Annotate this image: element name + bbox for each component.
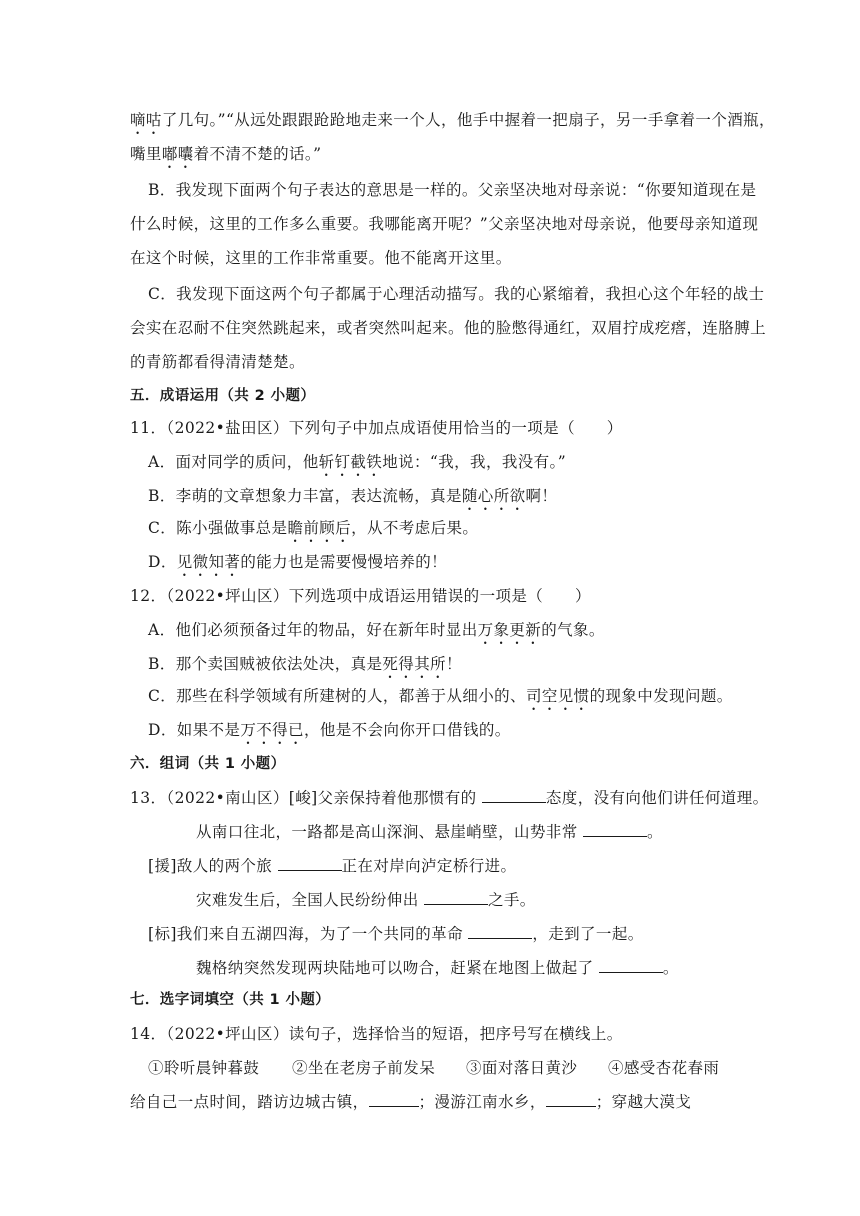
emphasized-word: 嘀咕 [130,111,162,129]
emphasized-idiom: 司空见惯 [525,687,590,705]
q13-line1: 13．（2022•南山区）[峻]父亲保持着他那惯有的 态度，没有向他们讲任何道理。 [130,789,769,807]
q12-option-d: D．如果不是万不得已，他是不会向你开口借钱的。 [148,721,511,739]
emphasized-idiom: 瞻前顾后 [287,519,352,537]
emphasized-idiom: 万象更新 [477,621,542,639]
q10-option-c-line3: 的青筋都看得清清楚楚。 [130,353,305,371]
q14-option-2: ②坐在老房子前发呆 [292,1059,436,1077]
q11-option-a: A．面对同学的质问，他斩钉截铁地说：“我，我，我没有。” [148,453,567,471]
q13-line3: [援]敌人的两个旅 正在对岸向泸定桥行进。 [148,857,517,875]
q10-option-b-line3: 在这个时候，这里的工作非常重要。他不能离开这里。 [130,249,512,267]
emphasized-idiom: 万不得已 [240,721,304,739]
q14-stem: 14．（2022•坪山区）读句子，选择恰当的短语，把序号写在横线上。 [130,1025,623,1043]
q13-line6: 魏格纳突然发现两块陆地可以吻合，赶紧在地图上做起了 。 [196,959,679,977]
q12-option-b: B．那个卖国贼被依法处决，真是死得其所！ [148,655,462,673]
q12-option-c: C．那些在科学领域有所建树的人，都善于从细小的、司空见惯的现象中发现问题。 [148,687,733,705]
q10-option-c-line1: C．我发现下面这两个句子都属于心理活动描写。我的心紧缩着，我担心这个年轻的战士 [148,285,765,303]
section-heading: 六．组词（共 1 小题） [130,756,286,772]
emphasized-idiom: 见微知著 [176,553,241,571]
q13-line4: 灾难发生后，全国人民纷纷伸出 之手。 [196,891,536,909]
q10-option-b-line2: 什么时候，这里的工作多么重要。我哪能离开呢？”父亲坚决地对母亲说，他要母亲知道现 [130,215,759,233]
answer-blank[interactable] [546,1092,596,1107]
answer-blank[interactable] [599,958,663,973]
q11-option-d: D．见微知著的能力也是需要慢慢培养的！ [148,553,448,571]
emphasized-idiom: 死得其所 [382,655,447,673]
q14-line2: 给自己一点时间，踏访边城古镇， ；漫游江南水乡， ；穿越大漠戈 [130,1093,692,1111]
emphasized-word: 嘟囔 [161,145,194,163]
answer-blank[interactable] [278,856,342,871]
emphasized-idiom: 斩钉截铁 [318,453,383,471]
answer-blank[interactable] [369,1092,419,1107]
section-heading: 七．选字词填空（共 1 小题） [130,992,331,1008]
q11-option-b: B．李萌的文章想象力丰富，表达流畅，真是随心所欲啊！ [148,487,558,505]
q10-option-a-line2: 嘴里嘟囔着不清不楚的话。” [130,145,322,163]
answer-blank[interactable] [583,822,647,837]
q11-stem: 11．（2022•盐田区）下列句子中加点成语使用恰当的一项是（ ） [130,419,623,437]
section-heading: 五．成语运用（共 2 小题） [130,388,316,404]
q12-option-a: A．他们必须预备过年的物品，好在新年时显出万象更新的气象。 [148,621,605,639]
q14-option-3: ③面对落日黄沙 [466,1059,578,1077]
q10-option-b-line1: B．我发现下面两个句子表达的意思是一样的。父亲坚决地对母亲说：“你要知道现在是 [148,181,757,199]
answer-blank[interactable] [424,890,488,905]
emphasized-idiom: 随心所欲 [461,487,526,505]
answer-blank[interactable] [468,924,532,939]
q14-option-4: ④感受杏花春雨 [608,1059,720,1077]
q10-option-c-line2: 会实在忍耐不住突然跳起来，或者突然叫起来。他的脸憋得通红，双眉拧成疙瘩，连胳膊上 [130,319,767,337]
q13-line5: [标]我们来自五湖四海，为了一个共同的革命 ，走到了一起。 [148,925,644,943]
q14-option-1: ①聆听晨钟暮鼓 [148,1059,260,1077]
answer-blank[interactable] [482,788,546,803]
q11-option-c: C．陈小强做事总是瞻前顾后，从不考虑后果。 [148,519,479,537]
q10-option-a-line1: 嘀咕了几句。”“从远处跟跟跄跄地走来一个人，他手中握着一把扇子，另一手拿着一个酒瓶， [130,111,775,129]
q13-line2: 从南口往北，一路都是高山深涧、悬崖峭壁，山势非常 。 [196,823,663,841]
q12-stem: 12．（2022•坪山区）下列选项中成语运用错误的一项是（ ） [130,587,591,605]
